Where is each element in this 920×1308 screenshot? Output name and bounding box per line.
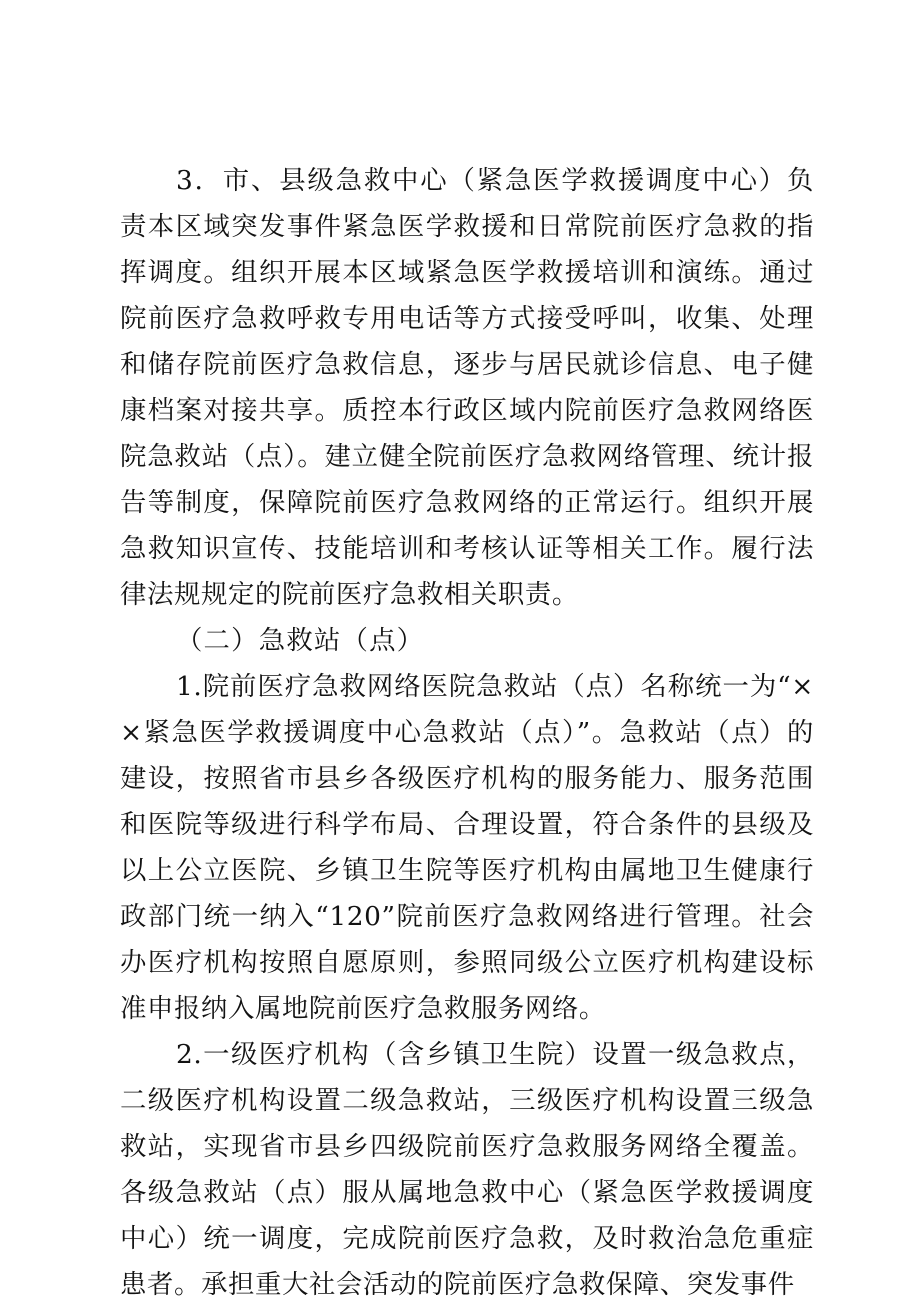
section-heading-jiujiuzhan: （二）急救站（点） — [175, 625, 425, 656]
paragraph-item-1: 1.院前医疗急救网络医院急救站（点）名称统一为“××紧急医学救援调度中心急救站（点）”。急救站（点）的建设，按照省市县乡各级医疗机构的服务能力、服务范围和医院等级进行科学布局、合理设置，符合条件的县级及以上公立医院、乡镇卫生院等医疗机构由属地卫生健康行政部门统一纳入“120”院前医疗急救网络进行管理。社会办医疗机构按照自愿原则，参照同级公立医疗机构建设标准申报纳入属地院前医疗急救服务网络。 — [120, 671, 814, 1024]
document-body — [120, 158, 814, 1308]
paragraph-item-3: 3．市、县级急救中心（紧急医学救援调度中心）负责本区域突发事件紧急医学救援和日常院前医疗急救的指挥调度。组织开展本区域紧急医学救援培训和演练。通过院前医疗急救呼救专用电话等方式接受呼叫，收集、处理和储存院前医疗急救信息，逐步与居民就诊信息、电子健康档案对接共享。质控本行政区域内院前医疗急救网络医院急救站（点）。建立健全院前医疗急救网络管理、统计报告等制度，保障院前医疗急救网络的正常运行。组织开展急救知识宣传、技能培训和考核认证等相关工作。履行法律法规规定的院前医疗急救相关职责。 — [120, 165, 814, 610]
paragraph-item-2: 2.一级医疗机构（含乡镇卫生院）设置一级急救点，二级医疗机构设置二级急救站，三级医疗机构设置三级急救站，实现省市县乡四级院前医疗急救服务网络全覆盖。各级急救站（点）服从属地急救中心（紧急医学救援调度中心）统一调度，完成院前医疗急救，及时救治急危重症患者。承担重大社会活动的院前医疗急救保障、突发事件 — [120, 1039, 814, 1300]
